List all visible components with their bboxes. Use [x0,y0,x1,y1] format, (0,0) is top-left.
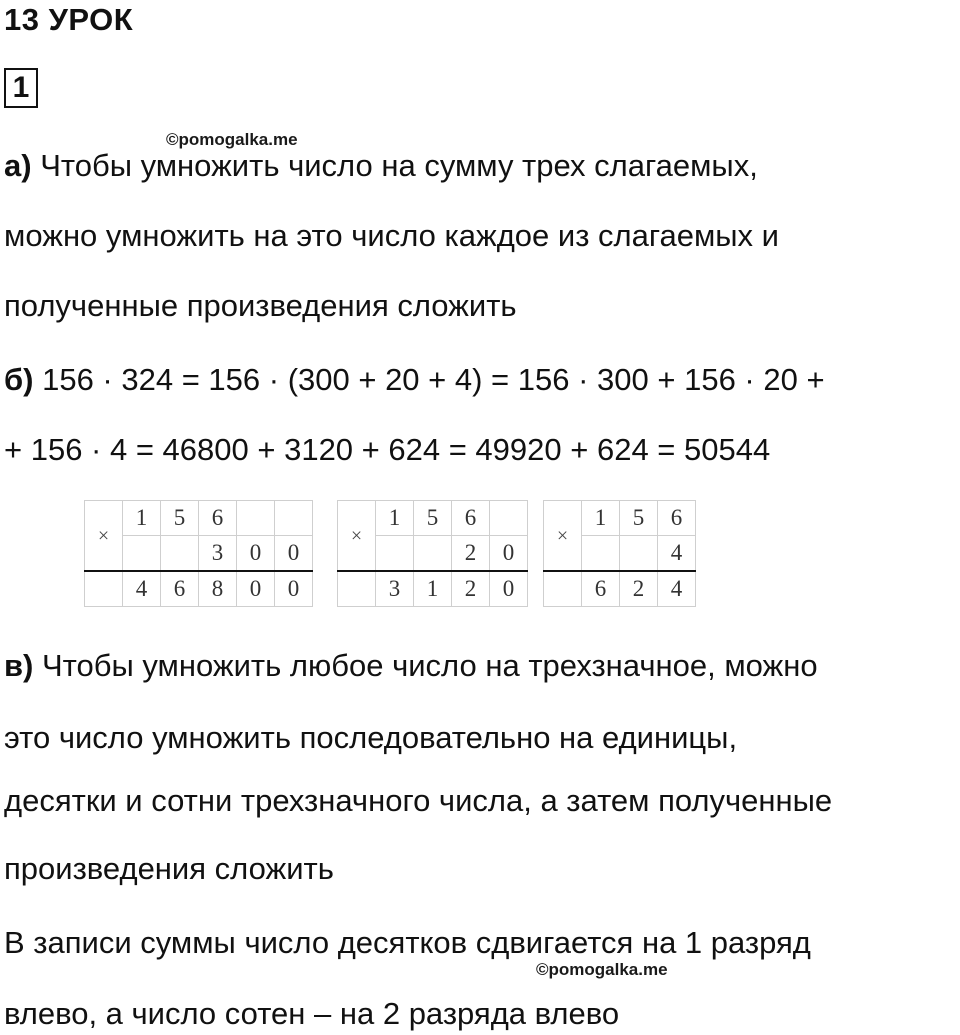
digit-cell: 1 [376,501,414,536]
digit-cell: 6 [161,571,199,607]
digit-cell: 6 [658,501,696,536]
column-multiplication-3 [543,500,696,607]
part-b-line-1 [4,362,825,398]
digit-cell: 8 [199,571,237,607]
digit-cell: 0 [237,571,275,607]
part-a-line-2: можно умножить на это число каждое из слагаемых и [4,218,779,253]
digit-cell [338,571,376,607]
digit-cell [582,536,620,572]
part-v-text-1: Чтобы умножить любое число на трехзначное, можно [33,648,818,683]
part-v-label: в) [4,648,34,683]
digit-cell: 2 [620,571,658,607]
digit-cell: 0 [275,536,313,572]
digit-cell [237,501,275,536]
digit-cell: 4 [658,536,696,572]
digit-cell [161,536,199,572]
part-a-line-1 [4,148,758,184]
digit-cell: 5 [414,501,452,536]
digit-cell: 0 [490,571,528,607]
part-v-line-6: влево, а число сотен – на 2 разряда влево [4,996,620,1031]
digit-cell: 0 [490,536,528,572]
digit-cell: 0 [237,536,275,572]
digit-cell: 1 [123,501,161,536]
task-number-box: 1 [4,68,38,108]
digit-cell [85,571,123,607]
digit-cell: 1 [414,571,452,607]
digit-cell: 6 [582,571,620,607]
digit-cell: 3 [376,571,414,607]
part-a-line-3: полученные произведения сложить [4,288,517,323]
digit-cell [544,571,582,607]
part-v-line-5: В записи суммы число десятков сдвигается на 1 разряд [4,925,811,960]
digit-cell [414,536,452,572]
digit-cell [376,536,414,572]
part-v-line-2: это число умножить последовательно на единицы, [4,720,738,755]
digit-cell: 4 [123,571,161,607]
digit-cell: 4 [658,571,696,607]
digit-cell: 5 [161,501,199,536]
digit-cell [490,501,528,536]
part-b-text-1: 156 · 324 = 156 · (300 + 20 + 4) = 156 · 300 + 156 · 20 + [33,362,825,397]
watermark-top: ©pomogalka.me [166,130,298,149]
digit-cell: 3 [199,536,237,572]
multiply-sign: × [338,501,376,572]
part-a-label: а) [4,148,32,183]
multiply-sign: × [544,501,582,572]
digit-cell: 6 [452,501,490,536]
page-title: 13 УРОК [4,2,134,37]
column-multiplication-1 [84,500,313,607]
multiply-sign: × [85,501,123,572]
digit-cell: 1 [582,501,620,536]
part-v-line-4: произведения сложить [4,851,334,886]
part-v-line-3: десятки и сотни трехзначного числа, а затем полученные [4,783,833,818]
digit-cell: 6 [199,501,237,536]
digit-cell: 0 [275,571,313,607]
part-a-text-1: Чтобы умножить число на сумму трех слагаемых, [31,148,758,183]
digit-cell [123,536,161,572]
digit-cell: 2 [452,536,490,572]
digit-cell: 5 [620,501,658,536]
digit-cell [275,501,313,536]
digit-cell [620,536,658,572]
part-b-label: б) [4,362,34,397]
watermark-bottom: ©pomogalka.me [536,960,668,979]
column-multiplication-2 [337,500,528,607]
digit-cell: 2 [452,571,490,607]
part-b-line-2: + 156 · 4 = 46800 + 3120 + 624 = 49920 + 624 = 50544 [4,432,771,467]
part-v-line-1 [4,648,818,684]
